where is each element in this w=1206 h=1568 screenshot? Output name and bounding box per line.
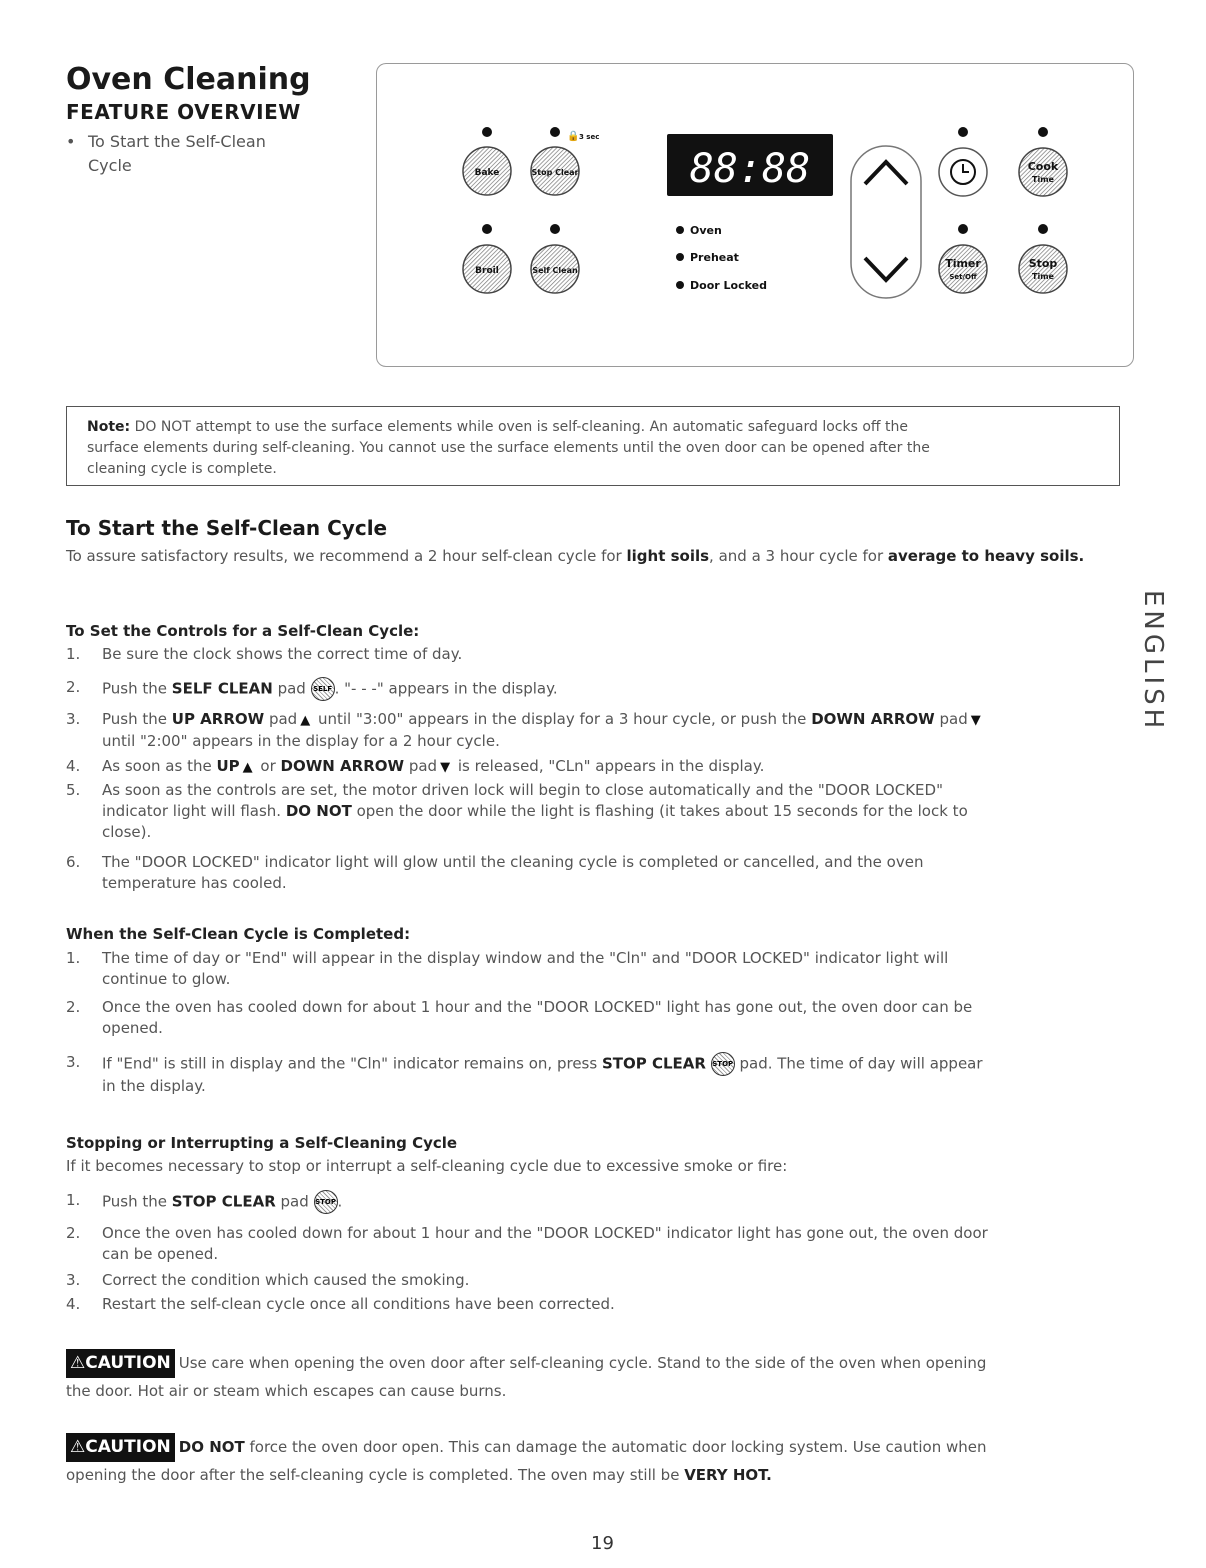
list-item: 2. Once the oven has cooled down for about 1 hour and the "DOOR LOCKED" indicator light has gone out, the oven door can be opened. — [66, 1224, 988, 1263]
up-arrow-icon: ▲ — [242, 760, 253, 775]
list-item: 3. Correct the condition which caused the smoking. — [66, 1271, 470, 1289]
svg-text:Preheat: Preheat — [690, 251, 739, 264]
control-panel-illustration — [376, 63, 1134, 367]
self-clean-pad-icon: SELF — [311, 677, 335, 701]
svg-text:Oven: Oven — [690, 224, 722, 237]
page-title: Oven Cleaning — [66, 62, 311, 97]
section-heading-set: To Set the Controls for a Self-Clean Cycle: — [66, 622, 420, 640]
svg-text:Time: Time — [1032, 272, 1054, 281]
svg-text:Timer: Timer — [945, 257, 981, 270]
list-item: 2. Once the oven has cooled down for about 1 hour and the "DOOR LOCKED" light has gone out, the oven door can be opened. — [66, 998, 973, 1037]
list-item: 2. Push the SELF CLEAN pad SELF . "- - -" appears in the display. — [66, 677, 1116, 701]
stop-intro: If it becomes necessary to stop or interrupt a self-cleaning cycle due to excessive smoke or fire: — [66, 1157, 788, 1175]
list-item: 1. Push the STOP CLEAR pad STOP . — [66, 1190, 1116, 1214]
caution-badge: ⚠CAUTION — [66, 1433, 175, 1462]
feature-bullet: • To Start the Self-Clean Cycle — [66, 132, 266, 175]
broil-indicator-dot — [482, 224, 492, 234]
note-box: Note: DO NOT attempt to use the surface elements while oven is self-cleaning. An automatic safeguard locks off the surface elements during self-cleaning. You cannot use the surface elements until the oven door can be opened after the cleaning cycle is complete. — [66, 406, 1120, 486]
list-item: 5. As soon as the controls are set, the motor driven lock will begin to close automatically and the "DOOR LOCKED" indicator light will flash. DO NOT open the door while the light is flashing (it takes about 15 seconds for the lock to close). — [66, 781, 968, 841]
section-subtitle: FEATURE OVERVIEW — [66, 100, 301, 124]
list-item: 3. If "End" is still in display and the "Cln" indicator remains on, press STOP CLEAR STOP pad. The time of day will appear in the display. — [66, 1053, 983, 1095]
svg-text:Cook: Cook — [1027, 160, 1059, 173]
page-number: 19 — [591, 1533, 614, 1554]
list-item: 3. Push the UP ARROW pad ▲ until "3:00" appears in the display for a 3 hour cycle, or push the DOWN ARROW pad ▼ until "2:00" appears in the display for a 2 hour cycle. — [66, 710, 981, 750]
svg-text:Door Locked: Door Locked — [690, 279, 767, 292]
language-side-label: ENGLISH — [1138, 590, 1168, 733]
list-item: 4. As soon as the UP ▲ or DOWN ARROW pad ▼ is released, "CLn" appears in the display. — [66, 756, 1116, 778]
section-heading-start: To Start the Self-Clean Cycle — [66, 516, 388, 540]
self-clean-indicator-dot — [550, 224, 560, 234]
down-arrow-icon: ▼ — [440, 760, 451, 775]
down-arrow-icon: ▼ — [970, 713, 981, 728]
svg-text:Broil: Broil — [475, 266, 499, 276]
control-panel-svg — [377, 64, 1133, 366]
svg-text:3 sec: 3 sec — [579, 133, 600, 141]
svg-text:88:88: 88:88 — [689, 146, 811, 192]
section-heading-complete: When the Self-Clean Cycle is Completed: — [66, 925, 411, 943]
start-intro: To assure satisfactory results, we recommend a 2 hour self-clean cycle for light soils, and a 3 hour cycle for average to heavy soils. — [66, 547, 1085, 565]
up-arrow-icon: ▲ — [300, 713, 311, 728]
svg-text:Time: Time — [1032, 175, 1054, 184]
list-item: 1. Be sure the clock shows the correct time of day. — [66, 645, 463, 663]
list-item: 6. The "DOOR LOCKED" indicator light will glow until the cleaning cycle is completed or cancelled, and the oven temperature has cooled. — [66, 853, 924, 892]
stop-clear-pad-icon: STOP — [314, 1190, 338, 1214]
arrow-capsule — [851, 146, 921, 298]
list-item: 1. The time of day or "End" will appear in the display window and the "Cln" and "DOOR LOCKED" indicator light will continue to glow. — [66, 949, 949, 988]
caution-2: ⚠CAUTION DO NOT force the oven door open. This can damage the automatic door locking system. Use caution when opening the door after the self-cleaning cycle is completed. The oven may still be VERY HOT. — [66, 1433, 1126, 1489]
stop-clear-pad-icon: STOP — [711, 1052, 735, 1076]
bake-indicator-dot — [482, 127, 492, 137]
lock-icon: 🔒 — [567, 131, 580, 142]
caution-badge: ⚠CAUTION — [66, 1349, 175, 1378]
lock-indicator-dot — [550, 127, 560, 137]
section-heading-stop: Stopping or Interrupting a Self-Cleaning Cycle — [66, 1134, 458, 1152]
list-item: 4. Restart the self-clean cycle once all conditions have been corrected. — [66, 1295, 615, 1313]
svg-text:Stop Clear: Stop Clear — [531, 168, 579, 177]
svg-text:Stop: Stop — [1028, 257, 1058, 270]
svg-text:Bake: Bake — [474, 168, 500, 178]
svg-text:Set/Off: Set/Off — [949, 273, 977, 281]
caution-1: ⚠CAUTION Use care when opening the oven door after self-cleaning cycle. Stand to the side of the oven when opening the door. Hot air or steam which escapes can cause burns. — [66, 1349, 1126, 1405]
svg-text:Self Clean: Self Clean — [532, 266, 578, 275]
